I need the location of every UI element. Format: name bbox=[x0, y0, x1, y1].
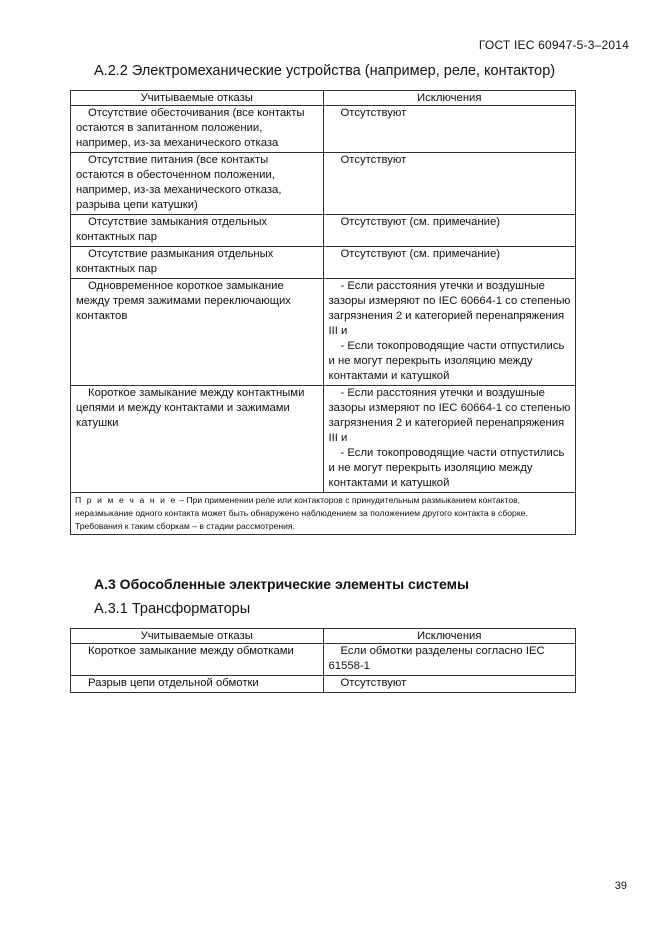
cell-paragraph: Отсутствие размыкания отдельных контактных пар bbox=[76, 248, 274, 275]
col-header-faults: Учитываемые отказы bbox=[71, 629, 324, 644]
note-row bbox=[71, 493, 576, 535]
exclusion-cell bbox=[323, 644, 576, 676]
cell-paragraph: Отсутствуют bbox=[340, 154, 407, 166]
note-text: – При применении реле или контакторов с принудительным размыканием контактов, неразмыкание одного контакта может быть обнаружено наблюдением за положением другого контакта в сборке. Требования к таким сборкам – в стадии рассмотрения. bbox=[75, 495, 528, 531]
cell-paragraph: Отсутствие питания (все контакты остаются в обесточенном положении, например, из-за механического отказа, разрыва цепи катушки) bbox=[76, 154, 282, 211]
fault-cell bbox=[71, 644, 324, 676]
cell-paragraph: Отсутствуют bbox=[340, 677, 407, 689]
col-header-faults: Учитываемые отказы bbox=[71, 91, 324, 106]
table-row bbox=[71, 279, 576, 386]
fault-cell bbox=[71, 247, 324, 279]
fault-cell bbox=[71, 153, 324, 215]
exclusion-cell bbox=[323, 676, 576, 693]
section-a3-title: А.3 Обособленные электрические элементы системы bbox=[94, 576, 469, 592]
exclusion-cell bbox=[323, 215, 576, 247]
exclusion-cell bbox=[323, 279, 576, 386]
exclusion-cell bbox=[323, 106, 576, 153]
cell-paragraph: Короткое замыкание между контактными цепями и между контактами и зажимами катушки bbox=[76, 387, 305, 429]
faults-table-transformers bbox=[70, 628, 576, 693]
cell-paragraph: Отсутствуют bbox=[340, 107, 407, 119]
fault-cell bbox=[71, 676, 324, 693]
cell-paragraph: Отсутствие обесточивания (все контакты остаются в запитанном положении, например, из-за механического отказа bbox=[76, 107, 305, 149]
cell-paragraph: - Если расстояния утечки и воздушные зазоры измеряют по IEC 60664-1 со степенью загрязнения 2 и категорией перенапряжения III и bbox=[328, 280, 571, 337]
table-header-row bbox=[71, 629, 576, 644]
col-header-exclusions: Исключения bbox=[323, 629, 576, 644]
section-a31-title: А.3.1 Трансформаторы bbox=[94, 601, 251, 617]
cell-paragraph: - Если токопроводящие части отпустились и не могут перекрыть изоляцию между контактами и катушкой bbox=[328, 447, 565, 489]
cell-paragraph: - Если токопроводящие части отпустились и не могут перекрыть изоляцию между контактами и катушкой bbox=[328, 340, 565, 382]
table-row bbox=[71, 386, 576, 493]
cell-paragraph: - Если расстояния утечки и воздушные зазоры измеряют по IEC 60664-1 со степенью загрязнения 2 и категорией перенапряжения III и bbox=[328, 387, 571, 444]
fault-cell bbox=[71, 279, 324, 386]
table-row bbox=[71, 153, 576, 215]
table-row bbox=[71, 215, 576, 247]
cell-paragraph: Если обмотки разделены согласно IEC 61558-1 bbox=[328, 645, 545, 672]
table-body bbox=[71, 644, 576, 693]
cell-paragraph: Разрыв цепи отдельной обмотки bbox=[88, 677, 259, 689]
cell-paragraph: Отсутствуют (см. примечание) bbox=[340, 216, 501, 228]
table-row bbox=[71, 247, 576, 279]
fault-cell bbox=[71, 215, 324, 247]
exclusion-cell bbox=[323, 386, 576, 493]
cell-paragraph: Отсутствие замыкания отдельных контактных пар bbox=[76, 216, 268, 243]
faults-table-electromechanical bbox=[70, 90, 576, 535]
document-code: ГОСТ IEC 60947-5-3–2014 bbox=[478, 38, 629, 52]
cell-paragraph: Короткое замыкание между обмотками bbox=[88, 645, 294, 657]
table-body bbox=[71, 106, 576, 493]
fault-cell bbox=[71, 386, 324, 493]
table-row bbox=[71, 644, 576, 676]
exclusion-cell bbox=[323, 153, 576, 215]
note-lead: П р и м е ч а н и е bbox=[75, 495, 177, 505]
table-header-row bbox=[71, 91, 576, 106]
cell-paragraph: Отсутствуют (см. примечание) bbox=[340, 248, 501, 260]
table-row bbox=[71, 106, 576, 153]
table-row bbox=[71, 676, 576, 693]
fault-cell bbox=[71, 106, 324, 153]
cell-paragraph: Одновременное короткое замыкание между тремя зажимами переключающих контактов bbox=[76, 280, 291, 322]
section-a22-title: А.2.2 Электромеханические устройства (например, реле, контактор) bbox=[94, 63, 556, 79]
exclusion-cell bbox=[323, 247, 576, 279]
col-header-exclusions: Исключения bbox=[323, 91, 576, 106]
table-note bbox=[71, 493, 576, 535]
page-number: 39 bbox=[614, 880, 627, 892]
